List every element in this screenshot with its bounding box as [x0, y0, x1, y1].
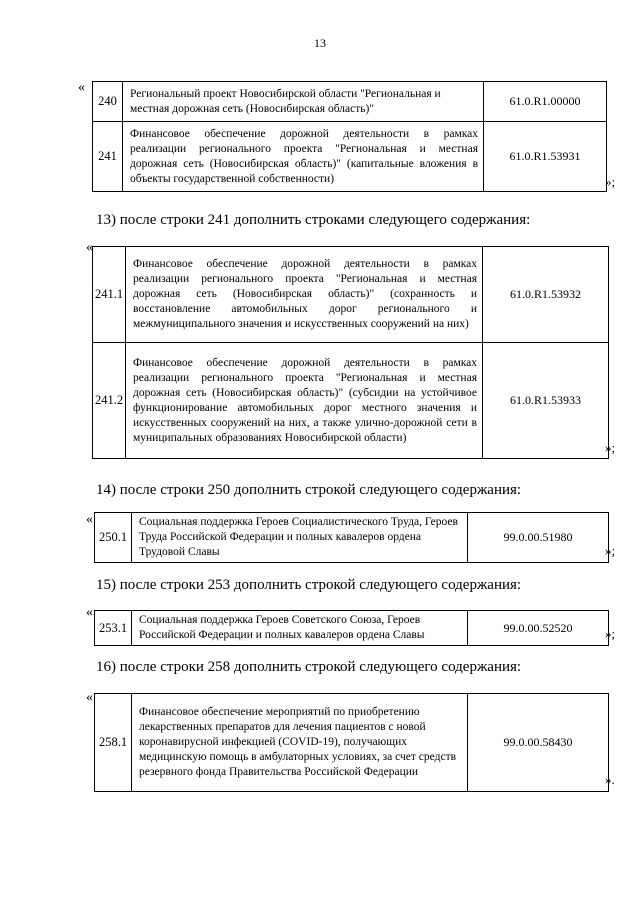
row-description: Финансовое обеспечение дорожной деятельности в рамках реализации регионального проекта "Региональная и местная дорожная сеть (Новосибирская область)" (капитальные вложения в объекты государственной собственности) — [123, 122, 484, 192]
closing-quote: »; — [605, 440, 616, 455]
row-number: 241.1 — [93, 247, 126, 343]
amendment-heading: 13) после строки 241 дополнить строками следующего содержания: — [96, 212, 531, 228]
opening-quote: « — [86, 605, 93, 620]
row-code: 61.0.R1.53933 — [483, 343, 609, 459]
row-description: Социальная поддержка Героев Советского Союза, Героев Российской Федерации и полных кавалеров ордена Славы — [132, 611, 468, 646]
row-number: 250.1 — [95, 513, 132, 563]
row-number: 253.1 — [95, 611, 132, 646]
table-row — [95, 611, 609, 646]
amendment-table — [92, 81, 607, 192]
amendment-table — [92, 246, 609, 459]
amendment-heading: 15) после строки 253 дополнить строкой следующего содержания: — [96, 577, 522, 593]
amendment-table — [94, 512, 609, 563]
table-row — [95, 694, 609, 792]
row-number: 240 — [93, 82, 123, 122]
row-code: 99.0.00.51980 — [468, 513, 609, 563]
opening-quote: « — [86, 690, 93, 705]
amendment-heading: 16) после строки 258 дополнить строкой следующего содержания: — [96, 659, 522, 675]
row-description: Финансовое обеспечение мероприятий по приобретению лекарственных препаратов для лечения пациентов с новой коронавирусной инфекцией (COVID-19), получающих медицинскую помощь в амбулаторных условиях, за счет средств резервного фонда Правительства Российской Федерации — [132, 694, 468, 792]
row-code: 99.0.00.58430 — [468, 694, 609, 792]
row-number: 258.1 — [95, 694, 132, 792]
row-number: 241.2 — [93, 343, 126, 459]
row-description: Региональный проект Новосибирской области "Региональная и местная дорожная сеть (Новосибирская область)" — [123, 82, 484, 122]
table-row — [93, 122, 607, 192]
amendment-table — [94, 693, 609, 792]
closing-quote: »; — [605, 543, 616, 558]
row-code: 61.0.R1.53932 — [483, 247, 609, 343]
row-description: Финансовое обеспечение дорожной деятельности в рамках реализации регионального проекта "Региональная и местная дорожная сеть (Новосибирская область)" (сохранность и восстановление автомобильных дорог регионального и межмуниципального значения и искусственных сооружений на них) — [126, 247, 483, 343]
opening-quote: « — [86, 240, 93, 255]
closing-quote: »; — [605, 174, 616, 189]
amendment-table — [94, 610, 609, 646]
row-code: 61.0.R1.00000 — [484, 82, 607, 122]
closing-quote: ». — [605, 772, 615, 787]
table-row — [93, 247, 609, 343]
table-row — [93, 343, 609, 459]
table-row — [93, 82, 607, 122]
row-number: 241 — [93, 122, 123, 192]
amendment-heading: 14) после строки 250 дополнить строкой следующего содержания: — [96, 482, 522, 498]
row-description: Финансовое обеспечение дорожной деятельности в рамках реализации регионального проекта "Региональная и местная дорожная сеть (Новосибирская область)" (субсидии на устойчивое функционирование автомобильных дорог местного значения и искусственных сооружений на них, а также улично-дорожной сети в муниципальных образованиях Новосибирской области) — [126, 343, 483, 459]
closing-quote: »; — [605, 626, 616, 641]
row-code: 99.0.00.52520 — [468, 611, 609, 646]
page-number: 13 — [314, 36, 326, 50]
opening-quote: « — [86, 512, 93, 527]
row-description: Социальная поддержка Героев Социалистического Труда, Героев Труда Российской Федерации и полных кавалеров ордена Трудовой Славы — [132, 513, 468, 563]
opening-quote: « — [78, 80, 85, 95]
table-row — [95, 513, 609, 563]
row-code: 61.0.R1.53931 — [484, 122, 607, 192]
